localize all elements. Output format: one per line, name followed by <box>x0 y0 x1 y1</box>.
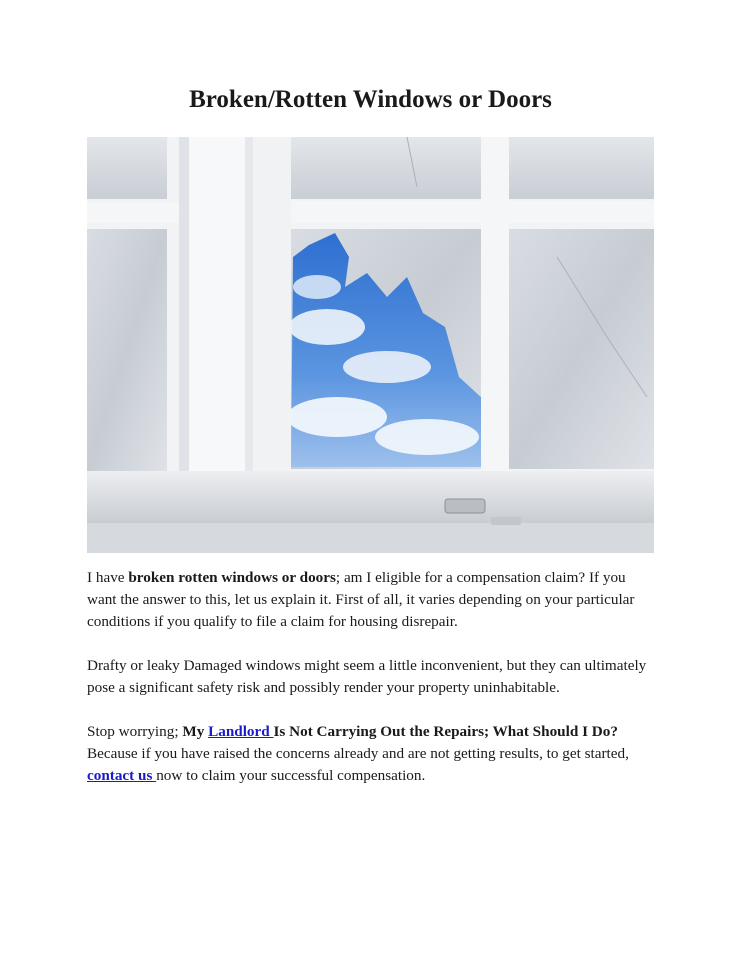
paragraph-2: Drafty or leaky Damaged windows might seem a little inconvenient, but they can ultimately pose a significant safety risk and possibly render your property uninhabitable. <box>87 657 647 696</box>
bold-text: Is Not Carrying Out the Repairs; What Should I Do? <box>273 723 618 740</box>
landlord-link[interactable]: Landlord <box>208 723 274 740</box>
text-run: I have <box>87 569 129 586</box>
broken-window-photo <box>87 137 654 553</box>
article-body <box>87 567 657 809</box>
bold-text: broken rotten windows or doors <box>128 569 336 586</box>
contact-us-link[interactable]: contact us <box>87 767 157 784</box>
paragraph-3 <box>87 721 657 787</box>
page-title: Broken/Rotten Windows or Doors <box>189 86 552 113</box>
text-run: ; am I eligible for a compensation claim? If you want the answer to this, let us explain it. First of all, it varies depending on your particular conditions if you qualify to file a claim for housing disrepair. <box>87 569 635 630</box>
text-run: Because if you have raised the concerns already and are not getting results, to get started, <box>87 745 629 762</box>
text-run: Stop worrying; <box>87 723 183 740</box>
bold-text: My <box>182 723 209 740</box>
paragraph-1 <box>87 567 657 633</box>
text-run: now to claim your successful compensation. <box>156 767 426 784</box>
